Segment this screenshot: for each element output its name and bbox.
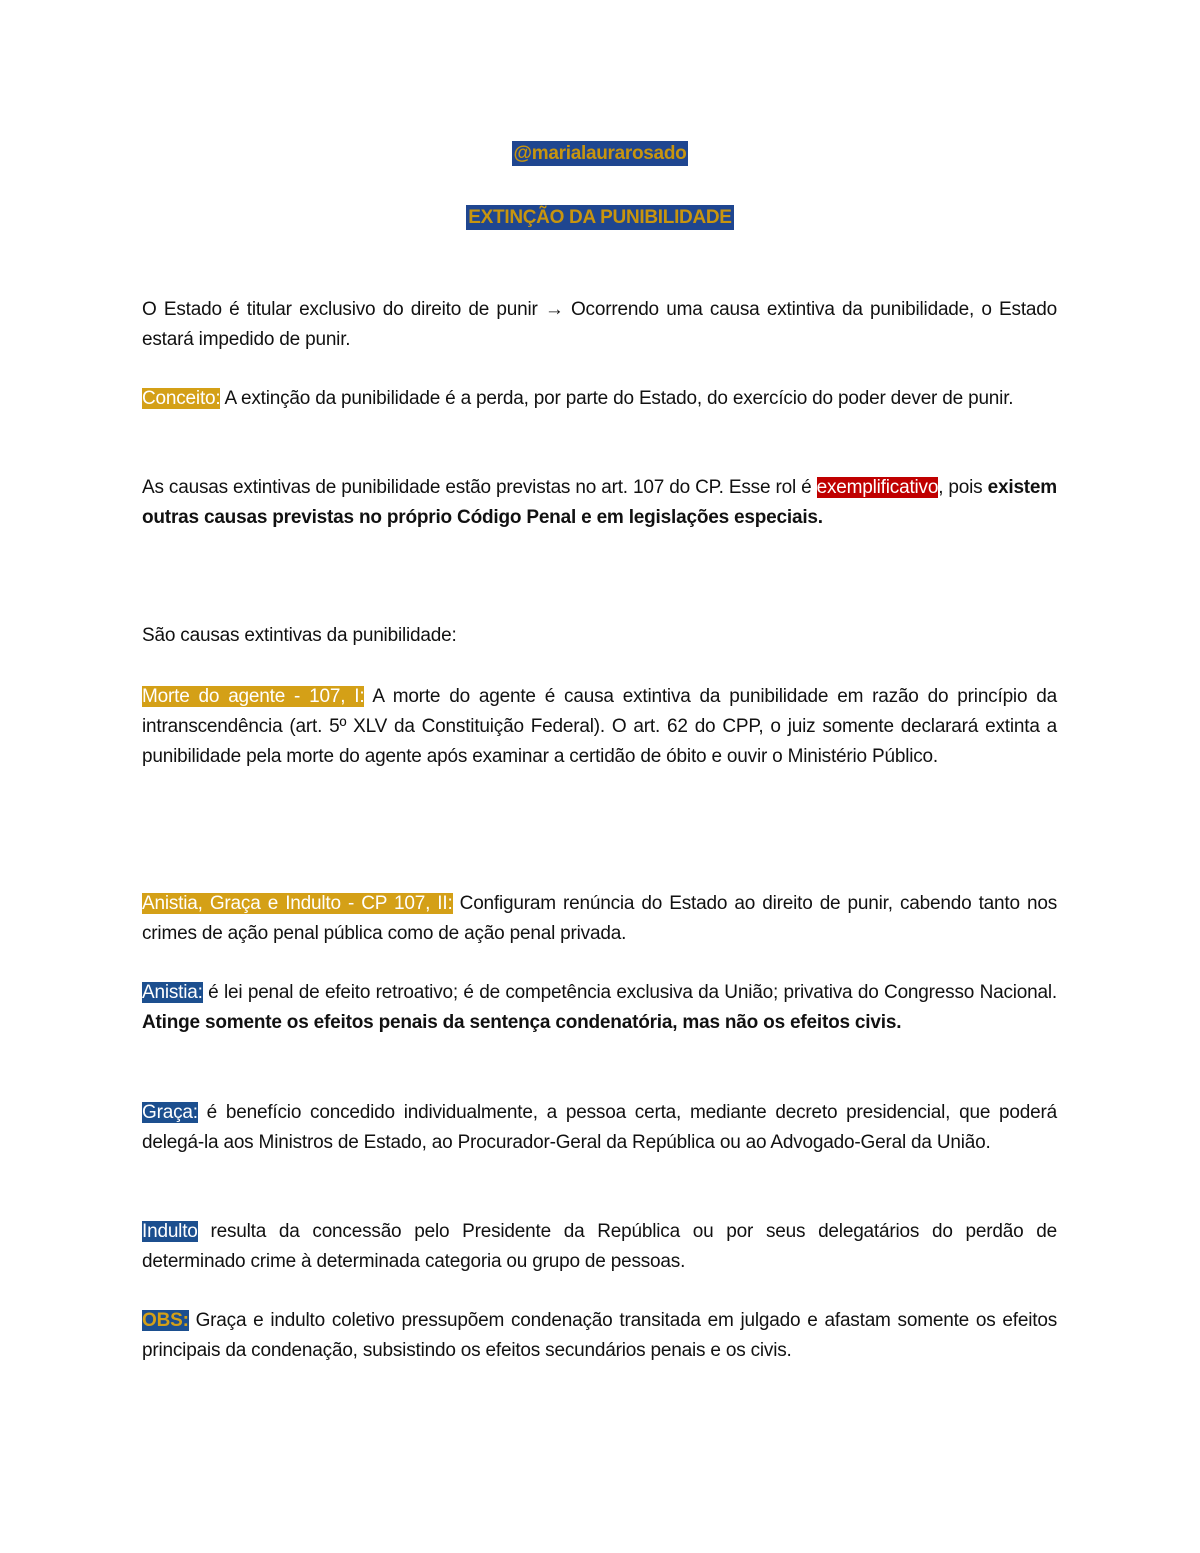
- anistia-text: é lei penal de efeito retroativo; é de competência exclusiva da União; privativa do Congresso Nacional.: [202, 982, 1057, 1003]
- obs-paragraph: [142, 1306, 1057, 1366]
- conceito-label: Conceito:: [142, 388, 221, 409]
- graca-paragraph: [142, 1098, 1057, 1158]
- anistia-paragraph: [142, 978, 1057, 1038]
- indulto-paragraph: [142, 1217, 1057, 1277]
- agi-paragraph: [142, 889, 1057, 949]
- obs-label: OBS:: [142, 1310, 189, 1331]
- author-handle-line: [0, 143, 1200, 165]
- rol-text-2: , pois: [938, 477, 988, 498]
- rol-text: As causas extintivas de punibilidade estão previstas no art. 107 do CP. Esse rol é: [142, 477, 817, 498]
- agi-text: Configuram renúncia do Estado ao direito de punir, cabendo tanto nos crimes de ação penal pública como de ação penal privada.: [142, 893, 1057, 944]
- graca-label: Graça:: [142, 1102, 198, 1123]
- morte-paragraph: [142, 682, 1057, 772]
- graca-text: é benefício concedido individualmente, a pessoa certa, mediante decreto presidencial, que poderá delegá-la aos Ministros de Estado, ao Procurador-Geral da República ou ao Advogado-Geral da União.: [142, 1102, 1057, 1153]
- rol-highlight: exemplificativo: [816, 477, 939, 498]
- page-title-line: [0, 207, 1200, 229]
- morte-text: A morte do agente é causa extintiva da punibilidade em razão do princípio da intranscendência (art. 5º XLV da Constituição Federal). O art. 62 do CPP, o juiz somente declarará extinta a punibilidade pela morte do agente após examinar a certidão de óbito e ouvir o Ministério Público.: [142, 686, 1058, 767]
- rol-bold: existem outras causas previstas no próprio Código Penal e em legislações especiais.: [142, 477, 1057, 528]
- agi-label: Anistia, Graça e Indulto - CP 107, II:: [142, 893, 453, 914]
- lista-intro-text: São causas extintivas da punibilidade:: [142, 625, 457, 646]
- obs-text: Graça e indulto coletivo pressupõem condenação transitada em julgado e afastam somente os efeitos principais da condenação, subsistindo os efeitos secundários penais e os civis.: [142, 1310, 1057, 1361]
- indulto-text: resulta da concessão pelo Presidente da República ou por seus delegatários do perdão de determinado crime à determinada categoria ou grupo de pessoas.: [142, 1221, 1057, 1272]
- author-handle: @marialaurarosado: [513, 143, 687, 164]
- conceito-paragraph: [142, 384, 1057, 414]
- morte-label: Morte do agente - 107, I:: [142, 686, 365, 707]
- anistia-bold: Atinge somente os efeitos penais da sentença condenatória, mas não os efeitos civis.: [142, 1012, 902, 1033]
- rol-paragraph: [142, 473, 1057, 533]
- lista-intro: [142, 621, 1057, 651]
- conceito-text: A extinção da punibilidade é a perda, por parte do Estado, do exercício do poder dever de punir.: [220, 388, 1014, 409]
- anistia-label: Anistia:: [142, 982, 203, 1003]
- indulto-label: Indulto: [142, 1221, 198, 1242]
- intro-paragraph: [142, 295, 1057, 355]
- intro-text: O Estado é titular exclusivo do direito de punir → Ocorrendo uma causa extintiva da punibilidade, o Estado estará impedido de punir.: [142, 299, 1057, 350]
- page-title: EXTINÇÃO DA PUNIBILIDADE: [468, 207, 732, 228]
